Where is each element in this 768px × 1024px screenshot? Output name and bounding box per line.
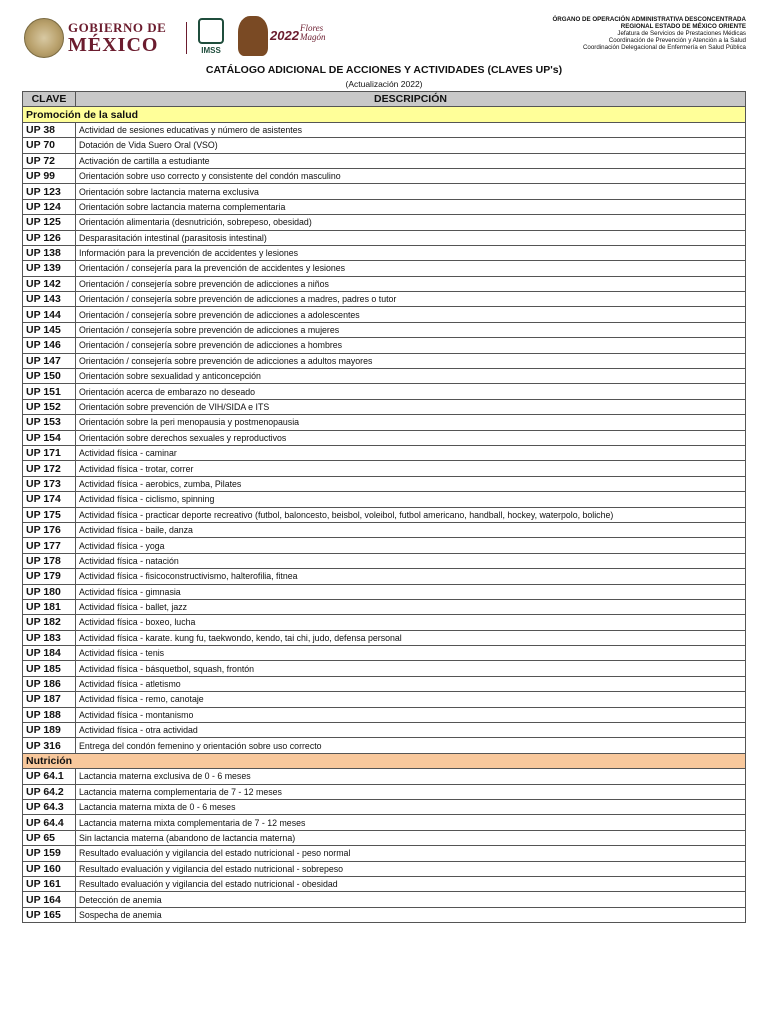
table-row: [23, 892, 746, 907]
descripcion-cell: Lactancia materna exclusiva de 0 - 6 meses: [76, 769, 746, 784]
table-row: [23, 184, 746, 199]
org-line: Jefatura de Servicios de Prestaciones Médicas: [617, 30, 746, 37]
descripcion-cell: Actividad física - natación: [76, 553, 746, 568]
table-row: [23, 569, 746, 584]
table-row: [23, 861, 746, 876]
org-line: ÓRGANO DE OPERACIÓN ADMINISTRATIVA DESCONCENTRADA: [552, 16, 746, 23]
descripcion-cell: Actividad física - básquetbol, squash, frontón: [76, 661, 746, 676]
clave-cell: UP 123: [23, 184, 76, 199]
table-row: [23, 415, 746, 430]
clave-cell: UP 176: [23, 522, 76, 537]
clave-cell: UP 177: [23, 538, 76, 553]
descripcion-cell: Entrega del condón femenino y orientación sobre uso correcto: [76, 738, 746, 753]
clave-cell: UP 173: [23, 476, 76, 491]
clave-cell: UP 159: [23, 846, 76, 861]
table-row: [23, 738, 746, 753]
clave-cell: UP 144: [23, 307, 76, 322]
organization-block: [552, 16, 746, 51]
clave-cell: UP 184: [23, 646, 76, 661]
table-row: [23, 507, 746, 522]
clave-cell: UP 181: [23, 599, 76, 614]
descripcion-cell: Orientación sobre prevención de VIH/SIDA e ITS: [76, 399, 746, 414]
descripcion-cell: Actividad física - otra actividad: [76, 723, 746, 738]
clave-cell: UP 174: [23, 492, 76, 507]
header-row: [23, 92, 746, 107]
table-row: [23, 661, 746, 676]
table-row: [23, 369, 746, 384]
table-row: [23, 769, 746, 784]
descripcion-cell: Actividad física - ballet, jazz: [76, 599, 746, 614]
clave-cell: UP 138: [23, 245, 76, 260]
clave-cell: UP 146: [23, 338, 76, 353]
descripcion-cell: Actividad de sesiones educativas y número de asistentes: [76, 122, 746, 137]
table-row: [23, 338, 746, 353]
descripcion-cell: Actividad física - yoga: [76, 538, 746, 553]
catalog-table: [22, 91, 746, 923]
table-row: [23, 153, 746, 168]
descripcion-cell: Información para la prevención de accidentes y lesiones: [76, 245, 746, 260]
descripcion-cell: Orientación sobre derechos sexuales y reproductivos: [76, 430, 746, 445]
descripcion-cell: Actividad física - aerobics, zumba, Pilates: [76, 476, 746, 491]
table-row: [23, 215, 746, 230]
flores-magon-logo: [238, 16, 328, 56]
clave-cell: UP 142: [23, 276, 76, 291]
descripcion-cell: Activación de cartilla a estudiante: [76, 153, 746, 168]
table-row: [23, 784, 746, 799]
descripcion-cell: Sospecha de anemia: [76, 907, 746, 922]
descripcion-cell: Actividad física - ciclismo, spinning: [76, 492, 746, 507]
descripcion-cell: Lactancia materna complementaria de 7 - 12 meses: [76, 784, 746, 799]
clave-cell: UP 147: [23, 353, 76, 368]
descripcion-cell: Actividad física - trotar, correr: [76, 461, 746, 476]
table-row: [23, 476, 746, 491]
table-row: [23, 692, 746, 707]
clave-cell: UP 65: [23, 830, 76, 845]
table-row: [23, 245, 746, 260]
table-row: [23, 307, 746, 322]
portrait-icon: [238, 16, 268, 56]
descripcion-cell: Actividad física - caminar: [76, 445, 746, 460]
table-row: [23, 168, 746, 183]
clave-cell: UP 126: [23, 230, 76, 245]
table-row: [23, 599, 746, 614]
clave-cell: UP 38: [23, 122, 76, 137]
table-row: [23, 723, 746, 738]
descripcion-cell: Actividad física - remo, canotaje: [76, 692, 746, 707]
descripcion-cell: Actividad física - baile, danza: [76, 522, 746, 537]
table-row: [23, 630, 746, 645]
clave-cell: UP 316: [23, 738, 76, 753]
imss-logo: [194, 18, 228, 58]
table-row: [23, 876, 746, 891]
clave-cell: UP 175: [23, 507, 76, 522]
year-text: 2022: [270, 28, 299, 43]
table-row: [23, 261, 746, 276]
descripcion-cell: Resultado evaluación y vigilancia del estado nutricional - peso normal: [76, 846, 746, 861]
org-line: Coordinación de Prevención y Atención a la Salud: [608, 37, 746, 44]
page-subtitle: (Actualización 2022): [345, 79, 423, 89]
descripcion-cell: Orientación / consejería sobre prevención de adicciones a hombres: [76, 338, 746, 353]
table-row: [23, 646, 746, 661]
table-row: [23, 676, 746, 691]
table-row: [23, 430, 746, 445]
document-header: [22, 12, 746, 60]
clave-cell: UP 187: [23, 692, 76, 707]
clave-cell: UP 171: [23, 445, 76, 460]
clave-cell: UP 186: [23, 676, 76, 691]
table-row: [23, 445, 746, 460]
clave-cell: UP 154: [23, 430, 76, 445]
section-title: Promoción de la salud: [23, 107, 746, 122]
descripcion-cell: Orientación / consejería sobre prevención de adicciones a madres, padres o tutor: [76, 292, 746, 307]
table-row: [23, 292, 746, 307]
clave-cell: UP 64.3: [23, 799, 76, 814]
imss-emblem-icon: [198, 18, 224, 44]
clave-cell: UP 185: [23, 661, 76, 676]
table-row: [23, 707, 746, 722]
clave-cell: UP 183: [23, 630, 76, 645]
clave-cell: UP 72: [23, 153, 76, 168]
column-header-clave: CLAVE: [23, 92, 76, 107]
descripcion-cell: Actividad física - gimnasia: [76, 584, 746, 599]
descripcion-cell: Orientación sobre la peri menopausia y postmenopausia: [76, 415, 746, 430]
clave-cell: UP 160: [23, 861, 76, 876]
descripcion-cell: Desparasitación intestinal (parasitosis intestinal): [76, 230, 746, 245]
descripcion-cell: Dotación de Vida Suero Oral (VSO): [76, 138, 746, 153]
clave-cell: UP 178: [23, 553, 76, 568]
descripcion-cell: Actividad física - karate. kung fu, taekwondo, kendo, tai chi, judo, defensa personal: [76, 630, 746, 645]
clave-cell: UP 64.1: [23, 769, 76, 784]
table-row: [23, 399, 746, 414]
table-row: [23, 815, 746, 830]
table-row: [23, 322, 746, 337]
descripcion-cell: Orientación / consejería sobre prevención de adicciones a niños: [76, 276, 746, 291]
clave-cell: UP 189: [23, 723, 76, 738]
clave-cell: UP 64.4: [23, 815, 76, 830]
table-row: [23, 584, 746, 599]
table-row: [23, 276, 746, 291]
table-row: [23, 846, 746, 861]
descripcion-cell: Actividad física - montanismo: [76, 707, 746, 722]
table-row: [23, 122, 746, 137]
gob-line1: GOBIERNO DE: [68, 20, 167, 35]
table-row: [23, 384, 746, 399]
descripcion-cell: Orientación / consejería sobre prevención de adicciones a adolescentes: [76, 307, 746, 322]
table-row: [23, 230, 746, 245]
clave-cell: UP 161: [23, 876, 76, 891]
descripcion-cell: Actividad física - boxeo, lucha: [76, 615, 746, 630]
org-line: REGIONAL ESTADO DE MÉXICO ORIENTE: [620, 23, 746, 30]
clave-cell: UP 172: [23, 461, 76, 476]
table-row: [23, 615, 746, 630]
mexico-seal-icon: [24, 18, 64, 58]
clave-cell: UP 143: [23, 292, 76, 307]
descripcion-cell: Sin lactancia materna (abandono de lactancia materna): [76, 830, 746, 845]
section-title: Nutrición: [23, 753, 746, 768]
clave-cell: UP 150: [23, 369, 76, 384]
table-body: [23, 107, 746, 923]
descripcion-cell: Actividad física - atletismo: [76, 676, 746, 691]
gob-line2: MÉXICO: [68, 34, 159, 56]
table-row: [23, 353, 746, 368]
clave-cell: UP 99: [23, 168, 76, 183]
org-line: Coordinación Delegacional de Enfermería en Salud Pública: [582, 44, 746, 51]
logo-divider: [186, 22, 187, 54]
table-row: [23, 538, 746, 553]
descripcion-cell: Actividad física - tenis: [76, 646, 746, 661]
imss-text: IMSS: [201, 46, 221, 55]
table-row: [23, 492, 746, 507]
clave-cell: UP 180: [23, 584, 76, 599]
section-row: [23, 753, 746, 768]
clave-cell: UP 124: [23, 199, 76, 214]
flores-name: Flores Magón: [300, 23, 326, 42]
descripcion-cell: Orientación acerca de embarazo no deseado: [76, 384, 746, 399]
descripcion-cell: Orientación / consejería sobre prevención de adicciones a mujeres: [76, 322, 746, 337]
table-row: [23, 199, 746, 214]
clave-cell: UP 125: [23, 215, 76, 230]
descripcion-cell: Orientación sobre uso correcto y consistente del condón masculino: [76, 168, 746, 183]
table-row: [23, 907, 746, 922]
descripcion-cell: Actividad física - practicar deporte recreativo (futbol, baloncesto, beisbol, voleibol, futbol americano, handball, hockey, waterpolo, boliche): [76, 507, 746, 522]
descripcion-cell: Orientación / consejería para la prevención de accidentes y lesiones: [76, 261, 746, 276]
column-header-descripcion: DESCRIPCIÓN: [76, 92, 746, 107]
clave-cell: UP 151: [23, 384, 76, 399]
descripcion-cell: Orientación sobre lactancia materna exclusiva: [76, 184, 746, 199]
clave-cell: UP 64.2: [23, 784, 76, 799]
descripcion-cell: Orientación alimentaria (desnutrición, sobrepeso, obesidad): [76, 215, 746, 230]
clave-cell: UP 153: [23, 415, 76, 430]
clave-cell: UP 70: [23, 138, 76, 153]
clave-cell: UP 152: [23, 399, 76, 414]
table-row: [23, 522, 746, 537]
descripcion-cell: Lactancia materna mixta de 0 - 6 meses: [76, 799, 746, 814]
clave-cell: UP 145: [23, 322, 76, 337]
page-title: CATÁLOGO ADICIONAL DE ACCIONES Y ACTIVIDADES (CLAVES UP's): [205, 64, 563, 76]
descripcion-cell: Lactancia materna mixta complementaria de 7 - 12 meses: [76, 815, 746, 830]
clave-cell: UP 179: [23, 569, 76, 584]
clave-cell: UP 182: [23, 615, 76, 630]
section-row: [23, 107, 746, 122]
descripcion-cell: Resultado evaluación y vigilancia del estado nutricional - sobrepeso: [76, 861, 746, 876]
clave-cell: UP 164: [23, 892, 76, 907]
clave-cell: UP 188: [23, 707, 76, 722]
descripcion-cell: Orientación / consejería sobre prevención de adicciones a adultos mayores: [76, 353, 746, 368]
clave-cell: UP 139: [23, 261, 76, 276]
table-row: [23, 138, 746, 153]
descripcion-cell: Resultado evaluación y vigilancia del estado nutricional - obesidad: [76, 876, 746, 891]
descripcion-cell: Actividad física - fisicoconstructivismo, halterofilia, fitnea: [76, 569, 746, 584]
gobierno-logo: [68, 21, 166, 55]
table-row: [23, 553, 746, 568]
table-row: [23, 830, 746, 845]
descripcion-cell: Orientación sobre lactancia materna complementaria: [76, 199, 746, 214]
descripcion-cell: Orientación sobre sexualidad y anticoncepción: [76, 369, 746, 384]
table-row: [23, 799, 746, 814]
descripcion-cell: Detección de anemia: [76, 892, 746, 907]
clave-cell: UP 165: [23, 907, 76, 922]
table-row: [23, 461, 746, 476]
